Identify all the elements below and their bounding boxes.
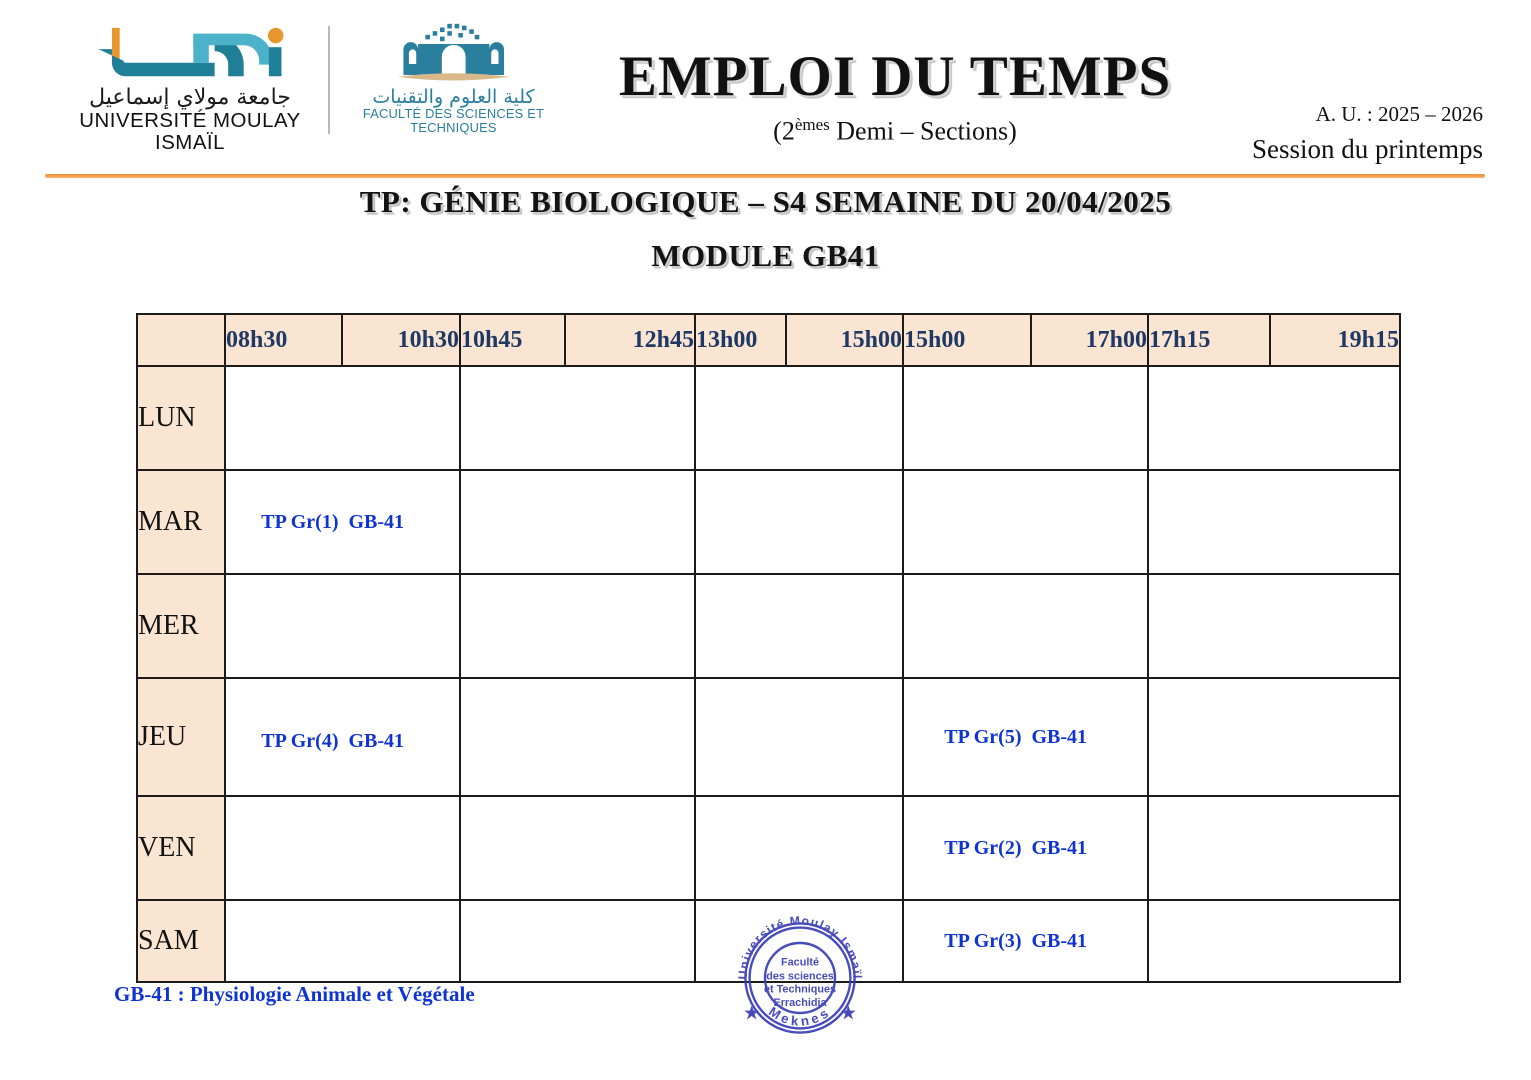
slot-sam-5[interactable] (1148, 900, 1400, 982)
slot-lun-4[interactable] (903, 366, 1148, 470)
slot-group-label: TP Gr(3) (944, 929, 1022, 952)
fst-arabic-name: كلية العلوم والتقنيات (372, 86, 535, 108)
slot-mer-5[interactable] (1148, 574, 1400, 678)
svg-text:des sciences: des sciences (766, 970, 834, 983)
page-header (0, 0, 1531, 165)
timetable-body (137, 366, 1400, 982)
timetable-row (137, 470, 1400, 574)
slot-mar-5[interactable] (1148, 470, 1400, 574)
subtitle-prefix: (2 (773, 116, 795, 146)
slot-jeu-2[interactable] (460, 678, 695, 796)
slot-sam-4[interactable] (903, 900, 1148, 982)
umi-logo-icon (79, 22, 302, 84)
slot-jeu-3[interactable] (695, 678, 903, 796)
header-rule (45, 174, 1485, 178)
time-start-3: 13h00 (695, 314, 786, 366)
slot-ven-3[interactable] (695, 796, 903, 900)
slot-ven-4[interactable] (903, 796, 1148, 900)
time-end-4: 17h00 (1031, 314, 1148, 366)
session-label: Session du printemps (1251, 134, 1483, 165)
day-label-mar: MAR (137, 470, 225, 574)
day-label-lun: LUN (137, 366, 225, 470)
timetable (136, 313, 1401, 983)
slot-ven-5[interactable] (1148, 796, 1400, 900)
slot-sam-2[interactable] (460, 900, 695, 982)
document-line-1: TP: GÉNIE BIOLOGIQUE – S4 SEMAINE DU 20/04/2025 (359, 184, 1172, 219)
slot-mer-3[interactable] (695, 574, 903, 678)
legend-text: GB-41 : Physiologie Animale et Végétale (114, 982, 475, 1006)
page-subtitle (585, 115, 1205, 147)
slot-mer-1[interactable] (225, 574, 460, 678)
subtitle-superscript: èmes (794, 115, 830, 134)
slot-sam-3[interactable] (695, 900, 903, 982)
slot-mar-3[interactable] (695, 470, 903, 574)
day-label-mer: MER (137, 574, 225, 678)
umi-arabic-name: جامعة مولاي إسماعيل (89, 85, 291, 110)
time-end-5: 19h15 (1270, 314, 1400, 366)
time-start-1: 08h30 (225, 314, 342, 366)
logo-divider (328, 26, 330, 134)
timetable-head (137, 314, 1400, 366)
slot-content (226, 722, 459, 753)
slot-module-label: GB-41 (1031, 929, 1088, 952)
slot-jeu-1[interactable] (225, 678, 460, 796)
umi-french-name: UNIVERSITÉ MOULAY ISMAÏL (79, 110, 301, 155)
svg-text:Faculté: Faculté (781, 956, 819, 969)
academic-year: A. U. : 2025 – 2026 (1315, 102, 1483, 126)
slot-module-label: GB-41 (348, 510, 405, 533)
svg-text:et Techniques: et Techniques (763, 983, 837, 996)
timetable-row (137, 366, 1400, 470)
slot-sam-1[interactable] (225, 900, 460, 982)
timetable-container (136, 313, 1399, 983)
slot-group-label: TP Gr(2) (944, 836, 1022, 859)
svg-text:Université Moulay Ismaïl: Université Moulay Ismaïl (735, 913, 865, 980)
slot-group-label: TP Gr(5) (944, 725, 1022, 748)
slot-lun-1[interactable] (225, 366, 460, 470)
slot-group-label: TP Gr(1) (261, 510, 339, 533)
slot-mar-4[interactable] (903, 470, 1148, 574)
svg-text:Meknes: Meknes (766, 1003, 834, 1029)
slot-mar-2[interactable] (460, 470, 695, 574)
slot-ven-2[interactable] (460, 796, 695, 900)
slot-jeu-5[interactable] (1148, 678, 1400, 796)
time-end-3: 15h00 (786, 314, 903, 366)
slot-lun-2[interactable] (460, 366, 695, 470)
slot-lun-3[interactable] (695, 366, 903, 470)
slot-ven-1[interactable] (225, 796, 460, 900)
page-title: EMPLOI DU TEMPS (618, 45, 1172, 108)
day-label-ven: VEN (137, 796, 225, 900)
slot-content (226, 511, 459, 534)
slot-content (904, 837, 1147, 860)
time-header-row (137, 314, 1400, 366)
header-corner (137, 314, 225, 366)
slot-module-label: GB-41 (1031, 725, 1088, 748)
slot-group-label: TP Gr(4) (261, 729, 339, 752)
slot-module-label: GB-41 (348, 729, 405, 752)
slot-content (904, 726, 1147, 749)
timetable-row (137, 678, 1400, 796)
academic-info (1252, 100, 1483, 168)
slot-mar-1[interactable] (225, 470, 460, 574)
day-label-sam: SAM (137, 900, 225, 982)
svg-text:Errachidia: Errachidia (773, 997, 827, 1009)
time-start-5: 17h15 (1148, 314, 1270, 366)
document-line-2: MODULE GB41 (651, 238, 880, 273)
time-start-2: 10h45 (460, 314, 565, 366)
fst-logo (346, 22, 561, 135)
time-end-1: 10h30 (342, 314, 460, 366)
time-start-4: 15h00 (903, 314, 1031, 366)
day-label-jeu: JEU (137, 678, 225, 796)
slot-mer-4[interactable] (903, 574, 1148, 678)
timetable-row (137, 900, 1400, 982)
title-block (585, 45, 1205, 147)
timetable-row (137, 574, 1400, 678)
timetable-row (137, 796, 1400, 900)
fst-french-name: FACULTÉ DES SCIENCES ET TECHNIQUES (362, 106, 545, 135)
slot-mer-2[interactable] (460, 574, 695, 678)
slot-lun-5[interactable] (1148, 366, 1400, 470)
slot-content (904, 930, 1147, 953)
fst-gate-icon (376, 22, 531, 86)
logos (70, 22, 561, 154)
slot-module-label: GB-41 (1031, 836, 1088, 859)
slot-jeu-4[interactable] (903, 678, 1148, 796)
time-end-2: 12h45 (565, 314, 695, 366)
umi-logo (70, 22, 328, 154)
subtitle-rest: Demi – Sections) (829, 116, 1017, 146)
